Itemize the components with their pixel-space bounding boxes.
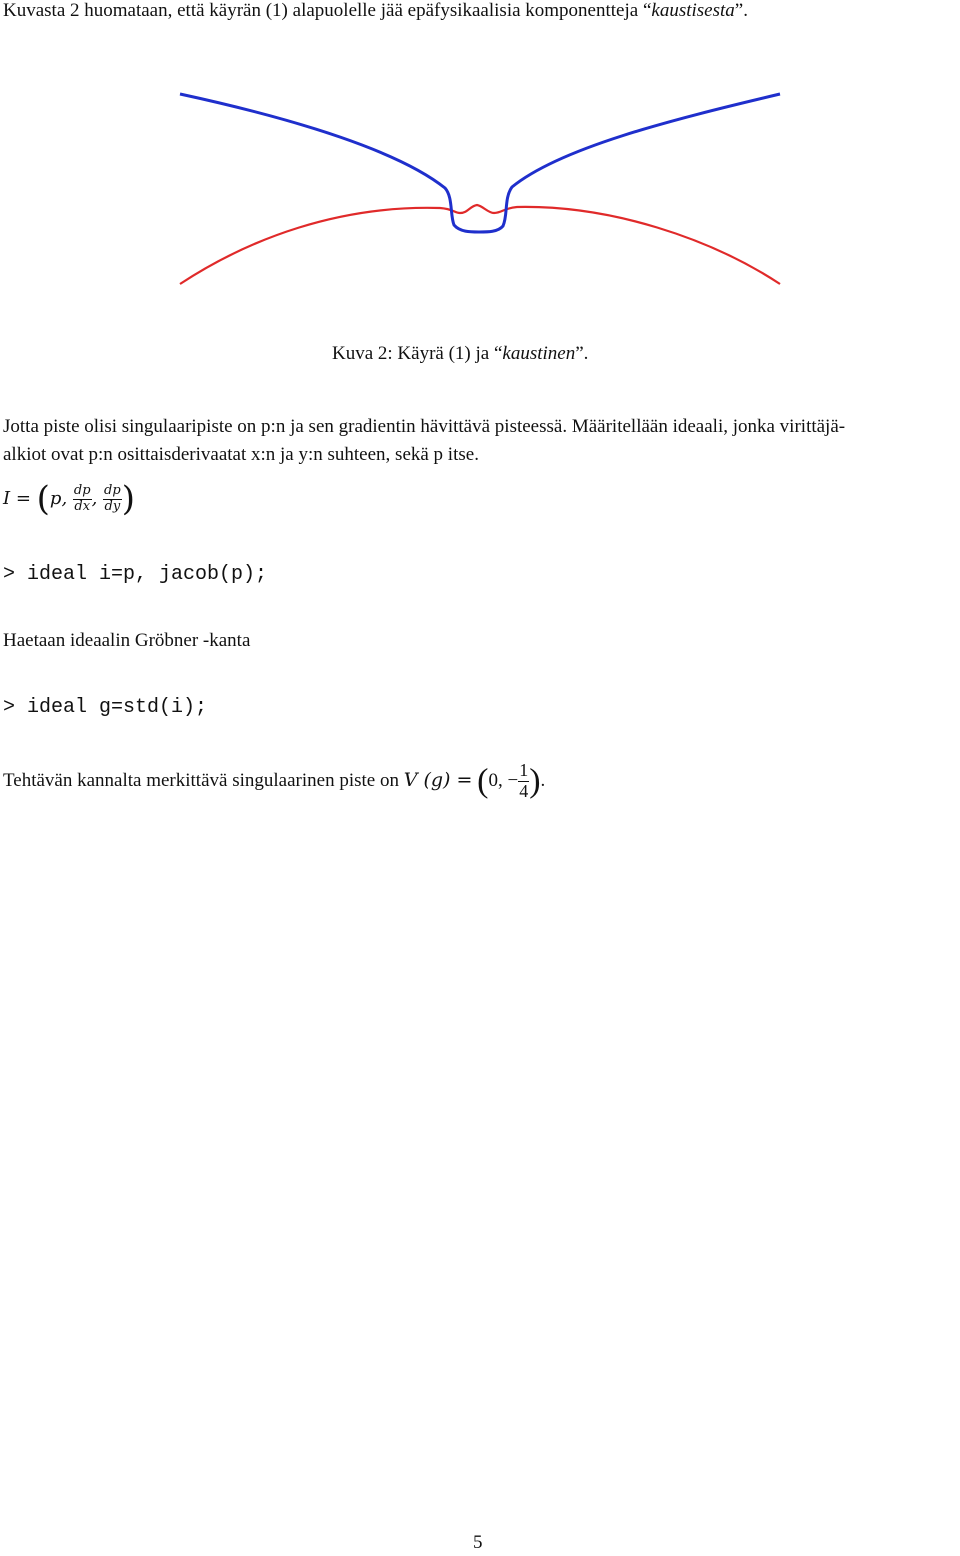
right-paren: ) (121, 479, 135, 519)
code-line-ideal-i: > ideal i=p, jacob(p); (3, 563, 268, 586)
caustic-figure (170, 80, 790, 300)
fraction-one-quarter: $\frac{1}{4}$ (519, 760, 529, 802)
grobner-text: Haetaan ideaalin Gröbner -kanta (3, 630, 251, 651)
fraction-dp-dy: $\frac{dp}{dy}$ (104, 483, 121, 514)
caption-italic-term: kaustinen (502, 343, 576, 364)
fraction-dp-dx: $\frac{dp}{dx}$ (73, 483, 91, 514)
left-paren: ( (36, 479, 50, 519)
figure-caption: Kuva 2: Käyrä (1) ja “kaustinen”. (332, 343, 589, 364)
blue-curve (180, 94, 780, 232)
result-line: Tehtävän kannalta merkittävä singulaarinen piste on V (g) = (0, − $\frac{1}{4}$ ). (3, 760, 546, 802)
result-right-paren: ) (529, 762, 541, 800)
paragraph-line-2: alkiot ovat p:n osittaisderivaatat x:n ja y:n suhteen, sekä p itse. (3, 444, 479, 465)
page-number: 5 (473, 1532, 483, 1553)
ideal-equation: I = (p, $\frac{dp}{dx}$ , $\frac{dp}{dy}$ ) (3, 479, 135, 519)
intro-text: Kuvasta 2 huomataan, että käyrän (1) alapuolelle jää epäfysikaalisia komponentteja “kaustisesta”. (3, 0, 748, 21)
result-left-paren: ( (477, 762, 489, 800)
code-line-ideal-g: > ideal g=std(i); (3, 696, 208, 719)
paragraph-line-1: Jotta piste olisi singulaaripiste on p:n ja sen gradientin hävittävä pisteessä. Määritellään ideaali, jonka virittäjä- (3, 416, 846, 437)
caustic-curve (180, 205, 780, 284)
intro-italic-term: kaustisesta (651, 0, 735, 21)
